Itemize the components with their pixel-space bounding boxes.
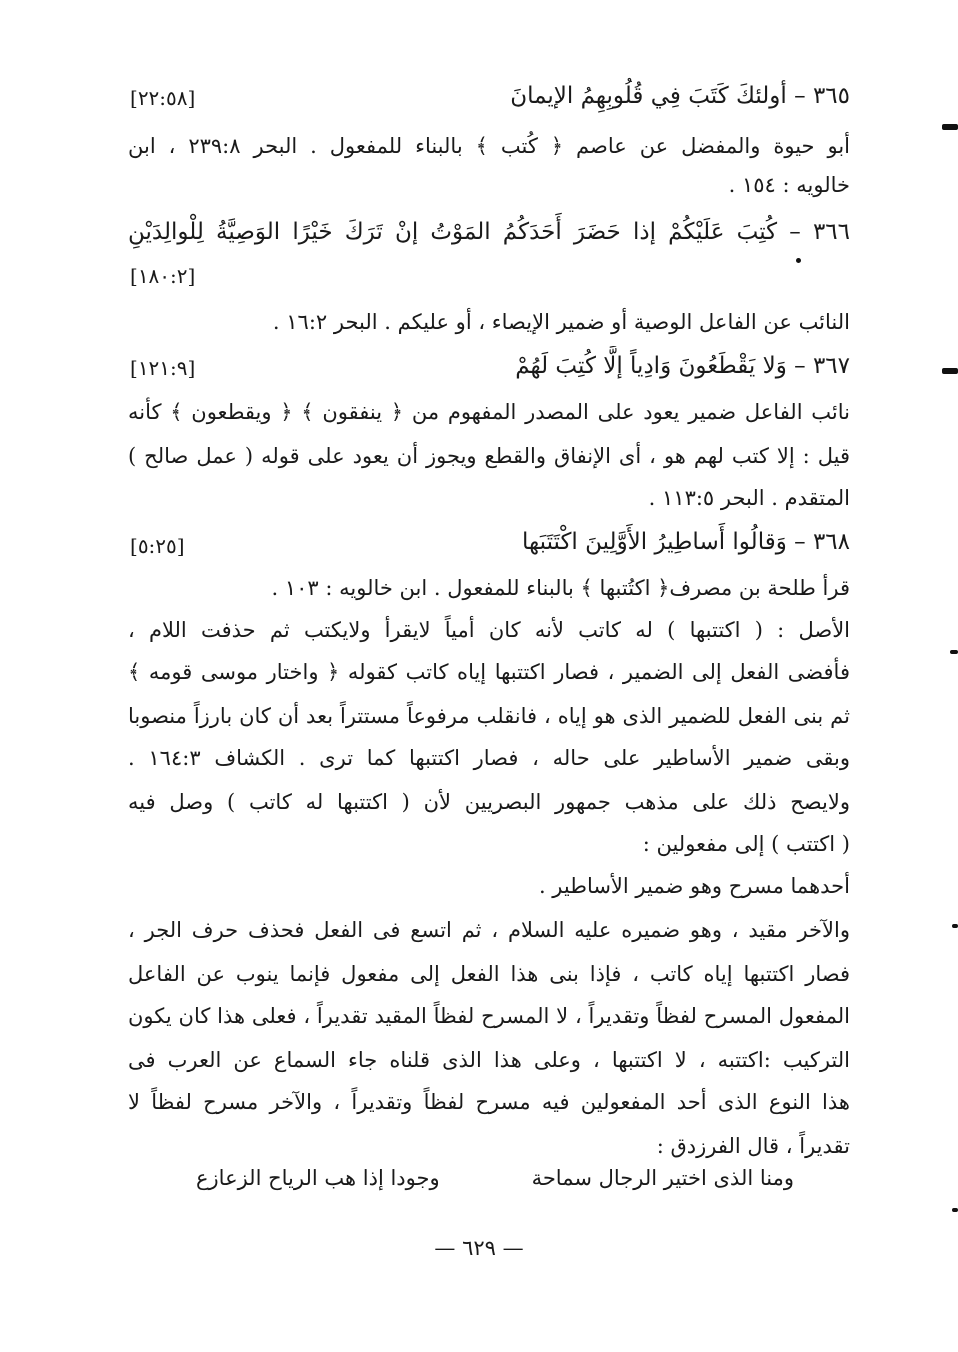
entry-366-heading: ٣٦٦ – كُتِبَ عَلَيْكُمْ إذا حَضَرَ أَحَدَكُمُ المَوْتُ إنْ تَرَكَ خَيْرًا الوَصِيَّةُ لِلْوالِدَيْنِ [128, 219, 850, 245]
entry-368-line-4: ثم بنى الفعل للضمير الذى هو إياه ، فانقلب مرفوعاً مستتراً بعد أن كان بارزاً منصوبا [128, 704, 850, 728]
entry-368-line-13: هذا النوع الذى أحد المفعولين فيه مسرح لفظاً وتقديراً ، والآخر مسرح لفظاً لا [128, 1090, 850, 1114]
entry-368-line-5: وبقى ضمير الأساطير على حاله ، فصار اكتتبها كما ترى . الكشاف ١٦٤:٣ . [128, 746, 850, 770]
entry-367-line-1: نائب الفاعل ضمير يعود على المصدر المفهوم من ﴿ ينفقون ﴾ ﴿ ويقطعون ﴾ كأنه [128, 400, 850, 424]
entry-365-line-1: أبو حيوة والمفضل عن عاصم ﴿ كُتب ﴾ بالبناء للمفعول . البحر ٢٣٩:٨ ، ابن [128, 134, 850, 158]
entry-365-line-2: خالويه : ١٥٤ . [728, 173, 850, 197]
entry-367-heading: ٣٦٧ – وَلا يَقْطَعُونَ وَادِياً إلَّا كُتِبَ لَهُمْ [515, 353, 850, 379]
entry-368-ref: [٥:٢٥] [130, 534, 185, 558]
scan-edge-mark [942, 368, 958, 374]
scan-edge-mark [952, 924, 958, 928]
entry-368-line-10: فصار اكتتبها إياه كاتب ، فإذا بنى هذا الفعل إلى مفعول فإنما ينوب عن الفاعل [128, 962, 850, 986]
page-number: — ٦٢٩ — [434, 1236, 524, 1260]
scan-edge-mark [952, 1208, 958, 1212]
verse-first-hemistich: ومنا الذى اختير الرجال سماحة [531, 1166, 794, 1190]
verse-second-hemistich: وجودا إذا هب الرياح الزعازع [196, 1166, 440, 1190]
entry-368-line-3: فأفضى الفعل إلى الضمير ، فصار اكتتبها إياه كاتب كقوله ﴿ واختار موسى قومه ﴾ [128, 660, 850, 684]
entry-368-heading: ٣٦٨ – وَقالُوا أَساطِيرُ الأَوَّلِينَ اكْتَتَبَها [522, 529, 850, 555]
entry-368-line-14: تقديراً ، قال الفرزدق : [656, 1134, 850, 1158]
entry-368-line-1: قرأ طلحة بن مصرف﴿ اكتُتبها ﴾ بالبناء للمفعول . ابن خالويه : ١٠٣ . [271, 576, 850, 600]
entry-368-line-12: التركيب :اكتتبه ، لا اكتتبها ، وعلى هذا الذى قلناه جاء السماع عن العرب فى [128, 1048, 850, 1072]
entry-367-ref: [١٢١:٩] [130, 356, 196, 380]
entry-368-line-6: ولايصح ذلك على مذهب جمهور البصريين لأن ( اكتتبها له كاتب ) وصل فيه [128, 790, 850, 814]
scan-edge-mark [942, 124, 958, 130]
entry-367-line-2: قيل : إلا كتب لهم هو ، أى الإنفاق والقطع ويجوز أن يعود على قوله ( عمل صالح ) [128, 444, 850, 468]
entry-368-line-11: المفعول المسرح لفظاً وتقديراً ، لا المسرح لفظاً المقيد تقديراً ، فعلى هذا كان يكون [128, 1004, 850, 1028]
entry-365-heading: ٣٦٥ – أولئكَ كَتَبَ فِي قُلُوبِهِمُ الإيمانَ [510, 83, 850, 109]
entry-367-line-3: المتقدم . البحر ١١٣:٥ . [648, 486, 850, 510]
entry-365-ref: [٢٢:٥٨] [130, 86, 196, 110]
entry-366-line-1: النائب عن الفاعل الوصية أو ضمير الإيصاء ، أو عليكم . البحر ١٦:٢ . [272, 310, 850, 334]
ink-dot [796, 258, 801, 263]
scan-edge-mark [950, 650, 958, 654]
entry-368-line-9: والآخر مقيد ، وهو ضميره عليه السلام ، ثم اتسع فى الفعل فحذف حرف الجر ، [128, 918, 850, 942]
entry-368-line-7: ( اكتتب ) إلى مفعولين : [642, 832, 850, 856]
entry-368-line-2: الأصل : ( اكتتبها ) له كاتب لأنه كان أمياً لايقرأ ولايكتب ثم حذفت اللام ، [128, 618, 850, 642]
entry-368-line-8: أحدهما مسرح وهو ضمير الأساطير . [538, 874, 850, 898]
entry-366-ref: [١٨٠:٢] [130, 264, 196, 288]
